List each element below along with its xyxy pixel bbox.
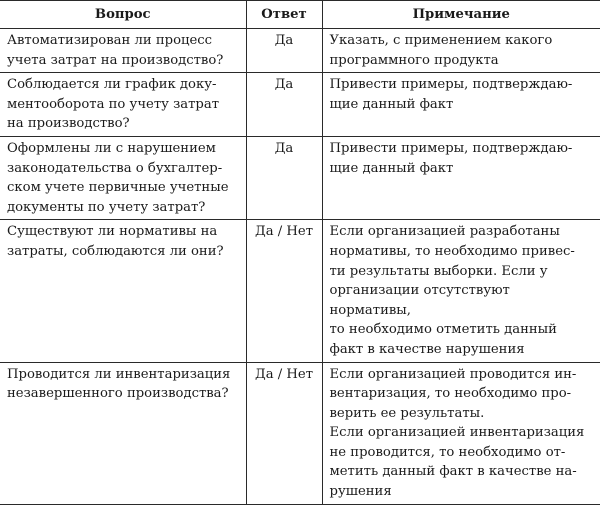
- note-cell: Указать, с применением какого программного продукта: [322, 29, 600, 73]
- table-row: [0, 220, 600, 362]
- table-row: [0, 73, 600, 137]
- answer-cell: Да / Нет: [246, 220, 322, 362]
- header-row: [0, 1, 600, 29]
- question-cell: Проводится ли инвентаризация незавершенного производства?: [0, 362, 246, 504]
- note-cell: Привести примеры, подтверждаю- щие данный факт: [322, 73, 600, 137]
- note-cell: Если организацией проводится ин- вентаризация, то необходимо про- верить ее результаты. Если организацией инвентаризация не проводится, то необходимо от- метить данный факт в качестве на- рушения: [322, 362, 600, 504]
- question-cell: Существуют ли нормативы на затраты, соблюдаются ли они?: [0, 220, 246, 362]
- answer-cell: Да: [246, 136, 322, 219]
- answer-cell: Да: [246, 73, 322, 137]
- question-cell: Оформлены ли с нарушением законодательства о бухгалтер- ском учете первичные учетные документы по учету затрат?: [0, 136, 246, 219]
- note-cell: Привести примеры, подтверждаю- щие данный факт: [322, 136, 600, 219]
- table-row: [0, 362, 600, 504]
- answer-cell: Да / Нет: [246, 362, 322, 504]
- answer-cell: Да: [246, 29, 322, 73]
- note-cell: Если организацией разработаны нормативы, то необходимо привес- ти результаты выборки. Если у организации отсутствуют нормативы, то необходимо отметить данный факт в качестве нарушения: [322, 220, 600, 362]
- table-row: [0, 136, 600, 219]
- question-cell: Соблюдается ли график доку- ментооборота по учету затрат на производство?: [0, 73, 246, 137]
- table-row: [0, 29, 600, 73]
- header-note: Примечание: [322, 1, 600, 29]
- header-question: Вопрос: [0, 1, 246, 29]
- header-answer: Ответ: [246, 1, 322, 29]
- question-cell: Автоматизирован ли процесс учета затрат на производство?: [0, 29, 246, 73]
